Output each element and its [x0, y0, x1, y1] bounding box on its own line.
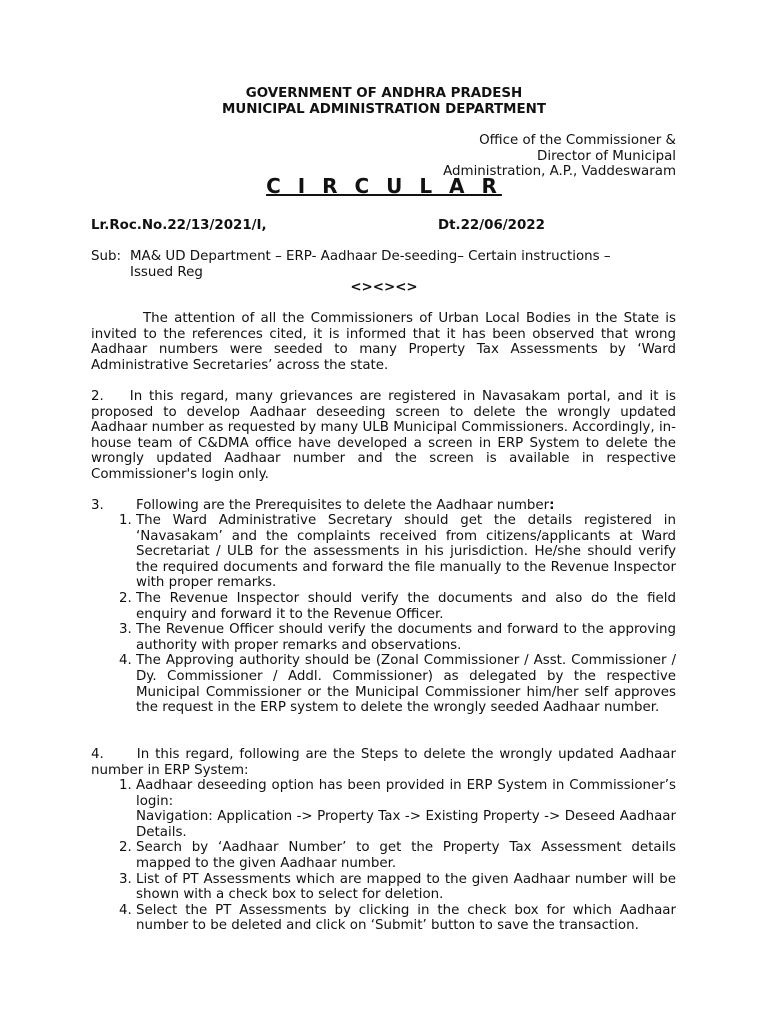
office-address	[443, 133, 676, 180]
paragraph-1: The attention of all the Commissioners of Urban Local Bodies in the State is invited to the references cited, it is informed that it has been observed that wrong Aadhaar numbers were seeded to many Property Tax Assessments by ‘Ward Administrative Secretaries’ across the state.	[91, 311, 676, 373]
list-item-number: 4.	[119, 653, 132, 669]
list-item	[91, 513, 676, 591]
paragraph-3-colon: :	[549, 498, 555, 513]
list-item	[91, 872, 676, 903]
list-item-number: 4.	[119, 902, 132, 918]
list-item	[91, 840, 676, 871]
separator: <><><>	[350, 280, 418, 295]
list-item	[91, 653, 676, 715]
office-line-1: Office of the Commissioner &	[479, 133, 676, 148]
steps-list	[91, 778, 676, 934]
list-item-text: Search by ‘Aadhaar Number’ to get the Property Tax Assessment details mapped to the given Aadhaar number.	[136, 840, 676, 871]
prerequisites-list	[91, 513, 676, 716]
list-item	[91, 591, 676, 622]
office-line-2: Director of Municipal	[537, 148, 676, 164]
list-item-text: List of PT Assessments which are mapped to the given Aadhaar number will be shown with a check box to select for deletion.	[136, 871, 676, 903]
list-item	[91, 903, 676, 934]
navigation-path: Navigation: Application -> Property Tax -> Existing Property -> Deseed Aadhaar Details.	[136, 809, 676, 840]
paragraph-2	[91, 389, 676, 483]
paragraph-2-text: In this regard, many grievances are registered in Navasakam portal, and it is proposed to develop Aadhaar deseeding screen to delete the wrongly updated Aadhaar number as requested by many ULB Municipal Commissioners. Accordingly, in-house team of C&DMA office have developed a screen in ERP System to delete the wrongly updated Aadhaar number and the screen is available in respective Commissioner's login only.	[91, 389, 676, 482]
paragraph-4-text: In this regard, following are the Steps to delete the wrongly updated Aadhaar number in ERP System:	[91, 747, 676, 778]
paragraph-3-text: Following are the Prerequisites to delete the Aadhaar number	[136, 498, 550, 513]
list-item-number: 2.	[119, 590, 132, 606]
list-item	[91, 622, 676, 653]
office-line-3: Administration, A.P., Vaddeswaram	[443, 164, 676, 180]
subject-label: Sub:	[91, 249, 121, 264]
header-line-1: GOVERNMENT OF ANDHRA PRADESH	[245, 86, 523, 101]
list-item-text: The Revenue Inspector should verify the documents and also do the field enquiry and forward it to the Revenue Officer.	[136, 590, 676, 622]
reference-number: Lr.Roc.No.22/13/2021/I,	[91, 218, 267, 233]
circular-title: C I R C U L A R	[266, 174, 502, 198]
paragraph-3-number: 3.	[91, 498, 104, 513]
list-item-number: 1.	[119, 778, 132, 793]
list-item-text: The Approving authority should be (Zonal Commissioner / Asst. Commissioner / Dy. Commissioner / Addl. Commissioner) as delegated by the respective Municipal Commissioner or the Municipal Commissioner him/her self approves the request in the ERP system to delete the wrongly seeded Aadhaar number.	[136, 653, 676, 716]
subject-line-2: Issued Reg	[130, 265, 203, 280]
list-item-text: The Ward Administrative Secretary should get the details registered in ‘Navasakam’ and the complaints received from citizens/applicants at Ward Secretariat / ULB for the assessments in his jurisdiction. He/she should verify the required documents and forward the file manually to the Revenue Inspector with proper remarks.	[136, 513, 676, 591]
list-item-text: The Revenue Officer should verify the documents and forward to the approving authority with proper remarks and observations.	[136, 622, 676, 653]
list-item-text: Aadhaar deseeding option has been provided in ERP System in Commissioner’s login:	[136, 778, 676, 809]
paragraph-2-number: 2.	[91, 389, 104, 404]
paragraph-4-number: 4.	[91, 747, 104, 762]
subject-line-1: MA& UD Department – ERP- Aadhaar De-seeding– Certain instructions –	[130, 249, 611, 264]
list-item	[91, 778, 676, 840]
list-item-text: Select the PT Assessments by clicking in the check box for which Aadhaar number to be deleted and click on ‘Submit’ button to save the transaction.	[136, 902, 676, 934]
list-item-number: 3.	[119, 871, 132, 887]
list-item-number: 3.	[119, 622, 132, 638]
list-item-number: 2.	[119, 840, 132, 856]
list-item-number: 1.	[119, 513, 132, 528]
paragraph-3-heading	[136, 498, 555, 514]
reference-date: Dt.22/06/2022	[438, 218, 545, 233]
header-line-2: MUNICIPAL ADMINISTRATION DEPARTMENT	[222, 102, 546, 117]
paragraph-4	[91, 747, 676, 778]
